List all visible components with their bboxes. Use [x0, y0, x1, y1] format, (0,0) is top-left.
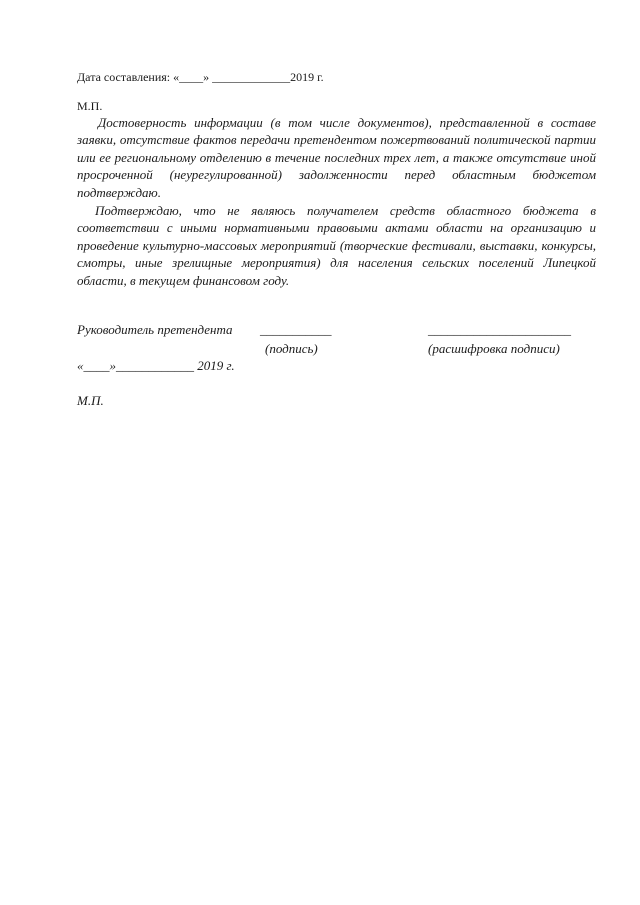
signature-blank: ___________: [260, 322, 332, 337]
signatory-label: Руководитель претендента: [77, 322, 233, 337]
stamp-placeholder-bottom: М.П.: [77, 393, 104, 408]
signing-date-line: «____»____________ 2019 г.: [77, 358, 235, 373]
compilation-date-line: Дата составления: «____» _____________2019 г.: [77, 70, 324, 84]
non-recipient-confirmation-paragraph: Подтверждаю, что не являюсь получателем средств областного бюджета в соответствии с иными нормативными правовыми актами области на организацию и проведение культурно-массовых мероприятий (творческие фестивали, выставки, конкурсы, смотры, иные зрелищные мероприятия) для населения сельских поселений Липецкой области, в текущем финансовом году.: [77, 203, 596, 288]
signature-decryption-blank: ______________________: [428, 322, 571, 337]
signature-caption: (подпись): [265, 341, 318, 356]
stamp-placeholder-top: М.П.: [77, 99, 103, 113]
reliability-confirmation-paragraph: Достоверность информации (в том числе документов), представленной в составе заявки, отсутствие фактов передачи претендентом пожертвований политической партии или ее региональному отделению в течение последних трех лет, а также отсутствие иной просроченной (неурегулированной) задолженности перед областным бюджетом подтверждаю.: [77, 115, 596, 200]
signature-decryption-caption: (расшифровка подписи): [428, 341, 560, 356]
